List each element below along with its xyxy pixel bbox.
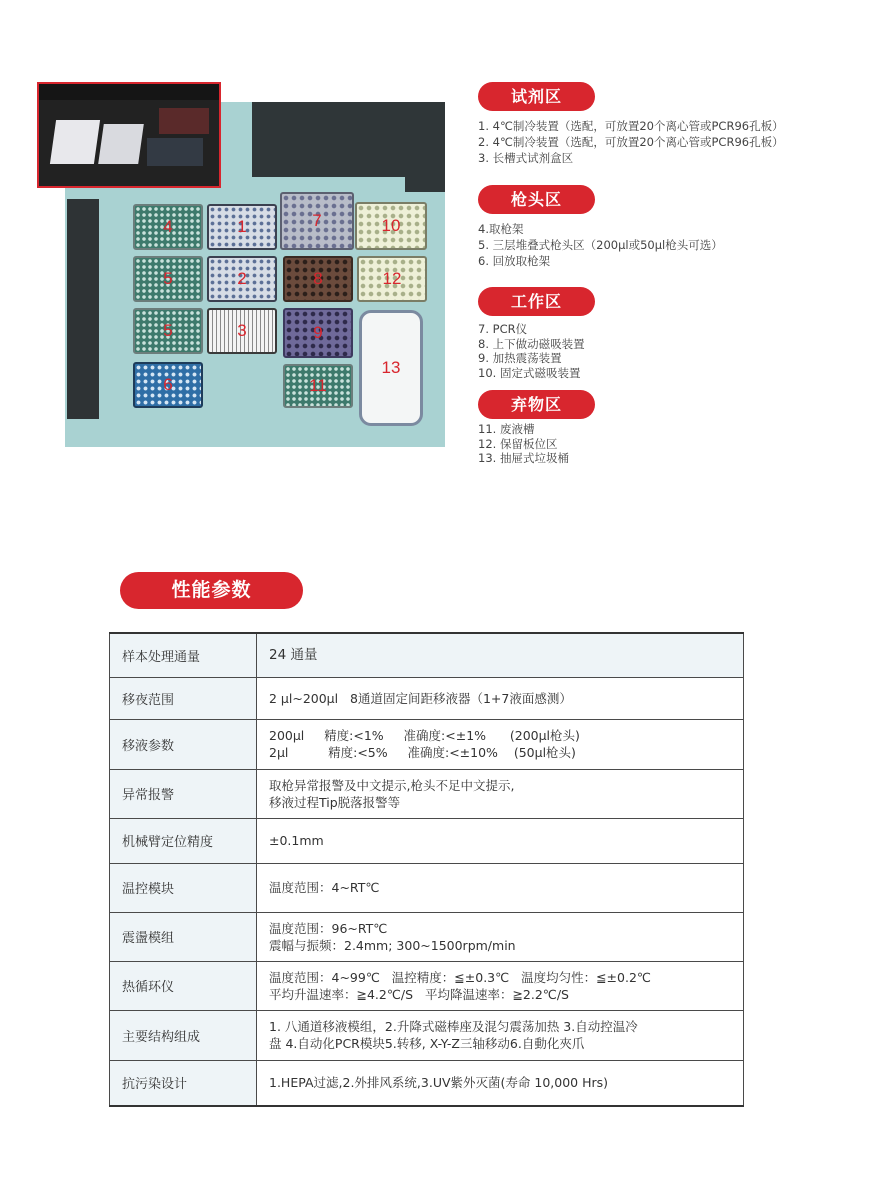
table-row — [110, 1060, 744, 1106]
param-name: 移夜范围 — [110, 677, 257, 719]
param-value: 取枪异常报警及中文提示,枪头不足中文提示, 移液过程Tip脱落报警等 — [257, 769, 744, 818]
position-number: 13 — [381, 358, 401, 377]
param-value: 24 通量 — [257, 633, 744, 677]
legend-title-reagent-zone: 试剂区 — [478, 82, 595, 111]
deck-position-13 — [359, 310, 423, 426]
legend-list-reagent-zone — [478, 118, 784, 166]
legend-title-waste-zone: 弃物区 — [478, 390, 595, 419]
param-name: 温控模块 — [110, 863, 257, 912]
legend-list-tip-zone — [478, 221, 723, 269]
param-name: 热循环仪 — [110, 961, 257, 1010]
param-name: 机械臂定位精度 — [110, 818, 257, 863]
legend-item: 2. 4℃制冷装置（选配，可放置20个离心管或PCR96孔板） — [478, 135, 784, 149]
param-name: 异常报警 — [110, 769, 257, 818]
deck-position-1 — [207, 204, 277, 250]
deck-position-7 — [280, 192, 354, 250]
legend-title-work-zone: 工作区 — [478, 287, 595, 316]
deck-position-5a — [133, 256, 203, 302]
deck-side-rail — [67, 199, 99, 419]
param-name: 移液参数 — [110, 719, 257, 769]
table-row — [110, 769, 744, 818]
legend-item: 11. 废液槽 — [478, 422, 535, 436]
param-value: 温度范围：4~RT℃ — [257, 863, 744, 912]
deck-position-4 — [133, 204, 203, 250]
param-name: 样本处理通量 — [110, 633, 257, 677]
legend-item: 10. 固定式磁吸装置 — [478, 365, 581, 380]
legend-item: 12. 保留板位区 — [478, 436, 558, 451]
legend-item: 4.取枪架 — [478, 222, 524, 236]
legend-item: 9. 加热震荡装置 — [478, 351, 562, 365]
param-name: 主要结构组成 — [110, 1010, 257, 1060]
deck-position-6 — [133, 362, 203, 408]
deck-position-3 — [207, 308, 277, 354]
table-row — [110, 961, 744, 1010]
position-number: 7 — [312, 211, 322, 230]
deck-position-11 — [283, 364, 353, 408]
position-number: 6 — [163, 375, 173, 394]
position-number: 1 — [237, 217, 247, 236]
deck-position-10 — [355, 202, 427, 250]
deck-position-5b — [133, 308, 203, 354]
table-row — [110, 677, 744, 719]
param-value: ±0.1mm — [257, 818, 744, 863]
position-number: 12 — [382, 269, 402, 288]
position-number: 2 — [237, 269, 247, 288]
instrument-photo — [37, 82, 221, 188]
table-row — [110, 912, 744, 961]
table-row — [110, 863, 744, 912]
table-row — [110, 1010, 744, 1060]
table-row — [110, 633, 744, 677]
deck-layout-diagram — [37, 82, 447, 448]
performance-section-title: 性能参数 — [120, 572, 303, 609]
legend-list-work-zone — [478, 322, 585, 380]
param-value: 温度范围：96~RT℃ 震幅与振频：2.4mm; 300~1500rpm/min — [257, 912, 744, 961]
param-name: 抗污染设计 — [110, 1060, 257, 1106]
param-value: 1.HEPA过滤,2.外排风系统,3.UV紫外灭菌(寿命 10,000 Hrs) — [257, 1060, 744, 1106]
param-value: 1. 八通道移液模组，2.升降式磁棒座及混匀震荡加热 3.自动控温冷 盘 4.自动化PCR模块5.转移, X-Y-Z三轴移动6.自動化夾爪 — [257, 1010, 744, 1060]
position-number: 3 — [237, 321, 247, 340]
position-number: 11 — [309, 376, 327, 395]
param-name: 震盪模组 — [110, 912, 257, 961]
deck-position-12 — [357, 256, 427, 302]
legend-list-waste-zone — [478, 422, 569, 466]
legend-item: 6. 回放取枪架 — [478, 254, 551, 268]
legend-title-tip-zone: 枪头区 — [478, 185, 595, 214]
position-number: 8 — [313, 269, 323, 288]
legend-item: 7. PCR仪 — [478, 322, 528, 336]
position-number: 5 — [163, 321, 173, 340]
deck-position-2 — [207, 256, 277, 302]
position-number: 10 — [381, 216, 401, 235]
table-row — [110, 818, 744, 863]
param-value: 2 μl~200μl 8通道固定间距移液器（1+7液面感测） — [257, 677, 744, 719]
position-number: 9 — [313, 323, 323, 342]
deck-dark-notch — [405, 102, 445, 192]
param-value: 温度范围：4~99℃ 温控精度：≦±0.3℃ 温度均匀性：≦±0.2℃ 平均升温速率：≧4.2℃/S 平均降温速率：≧2.2℃/S — [257, 961, 744, 1010]
legend-item: 3. 长槽式试剂盒区 — [478, 151, 574, 165]
deck-position-9 — [283, 308, 353, 358]
deck-position-8 — [283, 256, 353, 302]
legend-item: 1. 4℃制冷装置（选配，可放置20个离心管或PCR96孔板） — [478, 119, 784, 133]
legend-item: 13. 抽屉式垃圾桶 — [478, 451, 569, 465]
legend-item: 5. 三层堆叠式枪头区（200μl或50μl枪头可选） — [478, 238, 723, 252]
param-value: 200μl 精度:<1% 准确度:<±1% (200μl枪头) 2μl 精度:<5% 准确度:<±10% (50μl枪头) — [257, 719, 744, 769]
position-number: 5 — [163, 269, 173, 288]
legend-item: 8. 上下做动磁吸装置 — [478, 336, 585, 351]
performance-table — [109, 632, 744, 1107]
table-row — [110, 719, 744, 769]
position-number: 4 — [163, 217, 173, 236]
